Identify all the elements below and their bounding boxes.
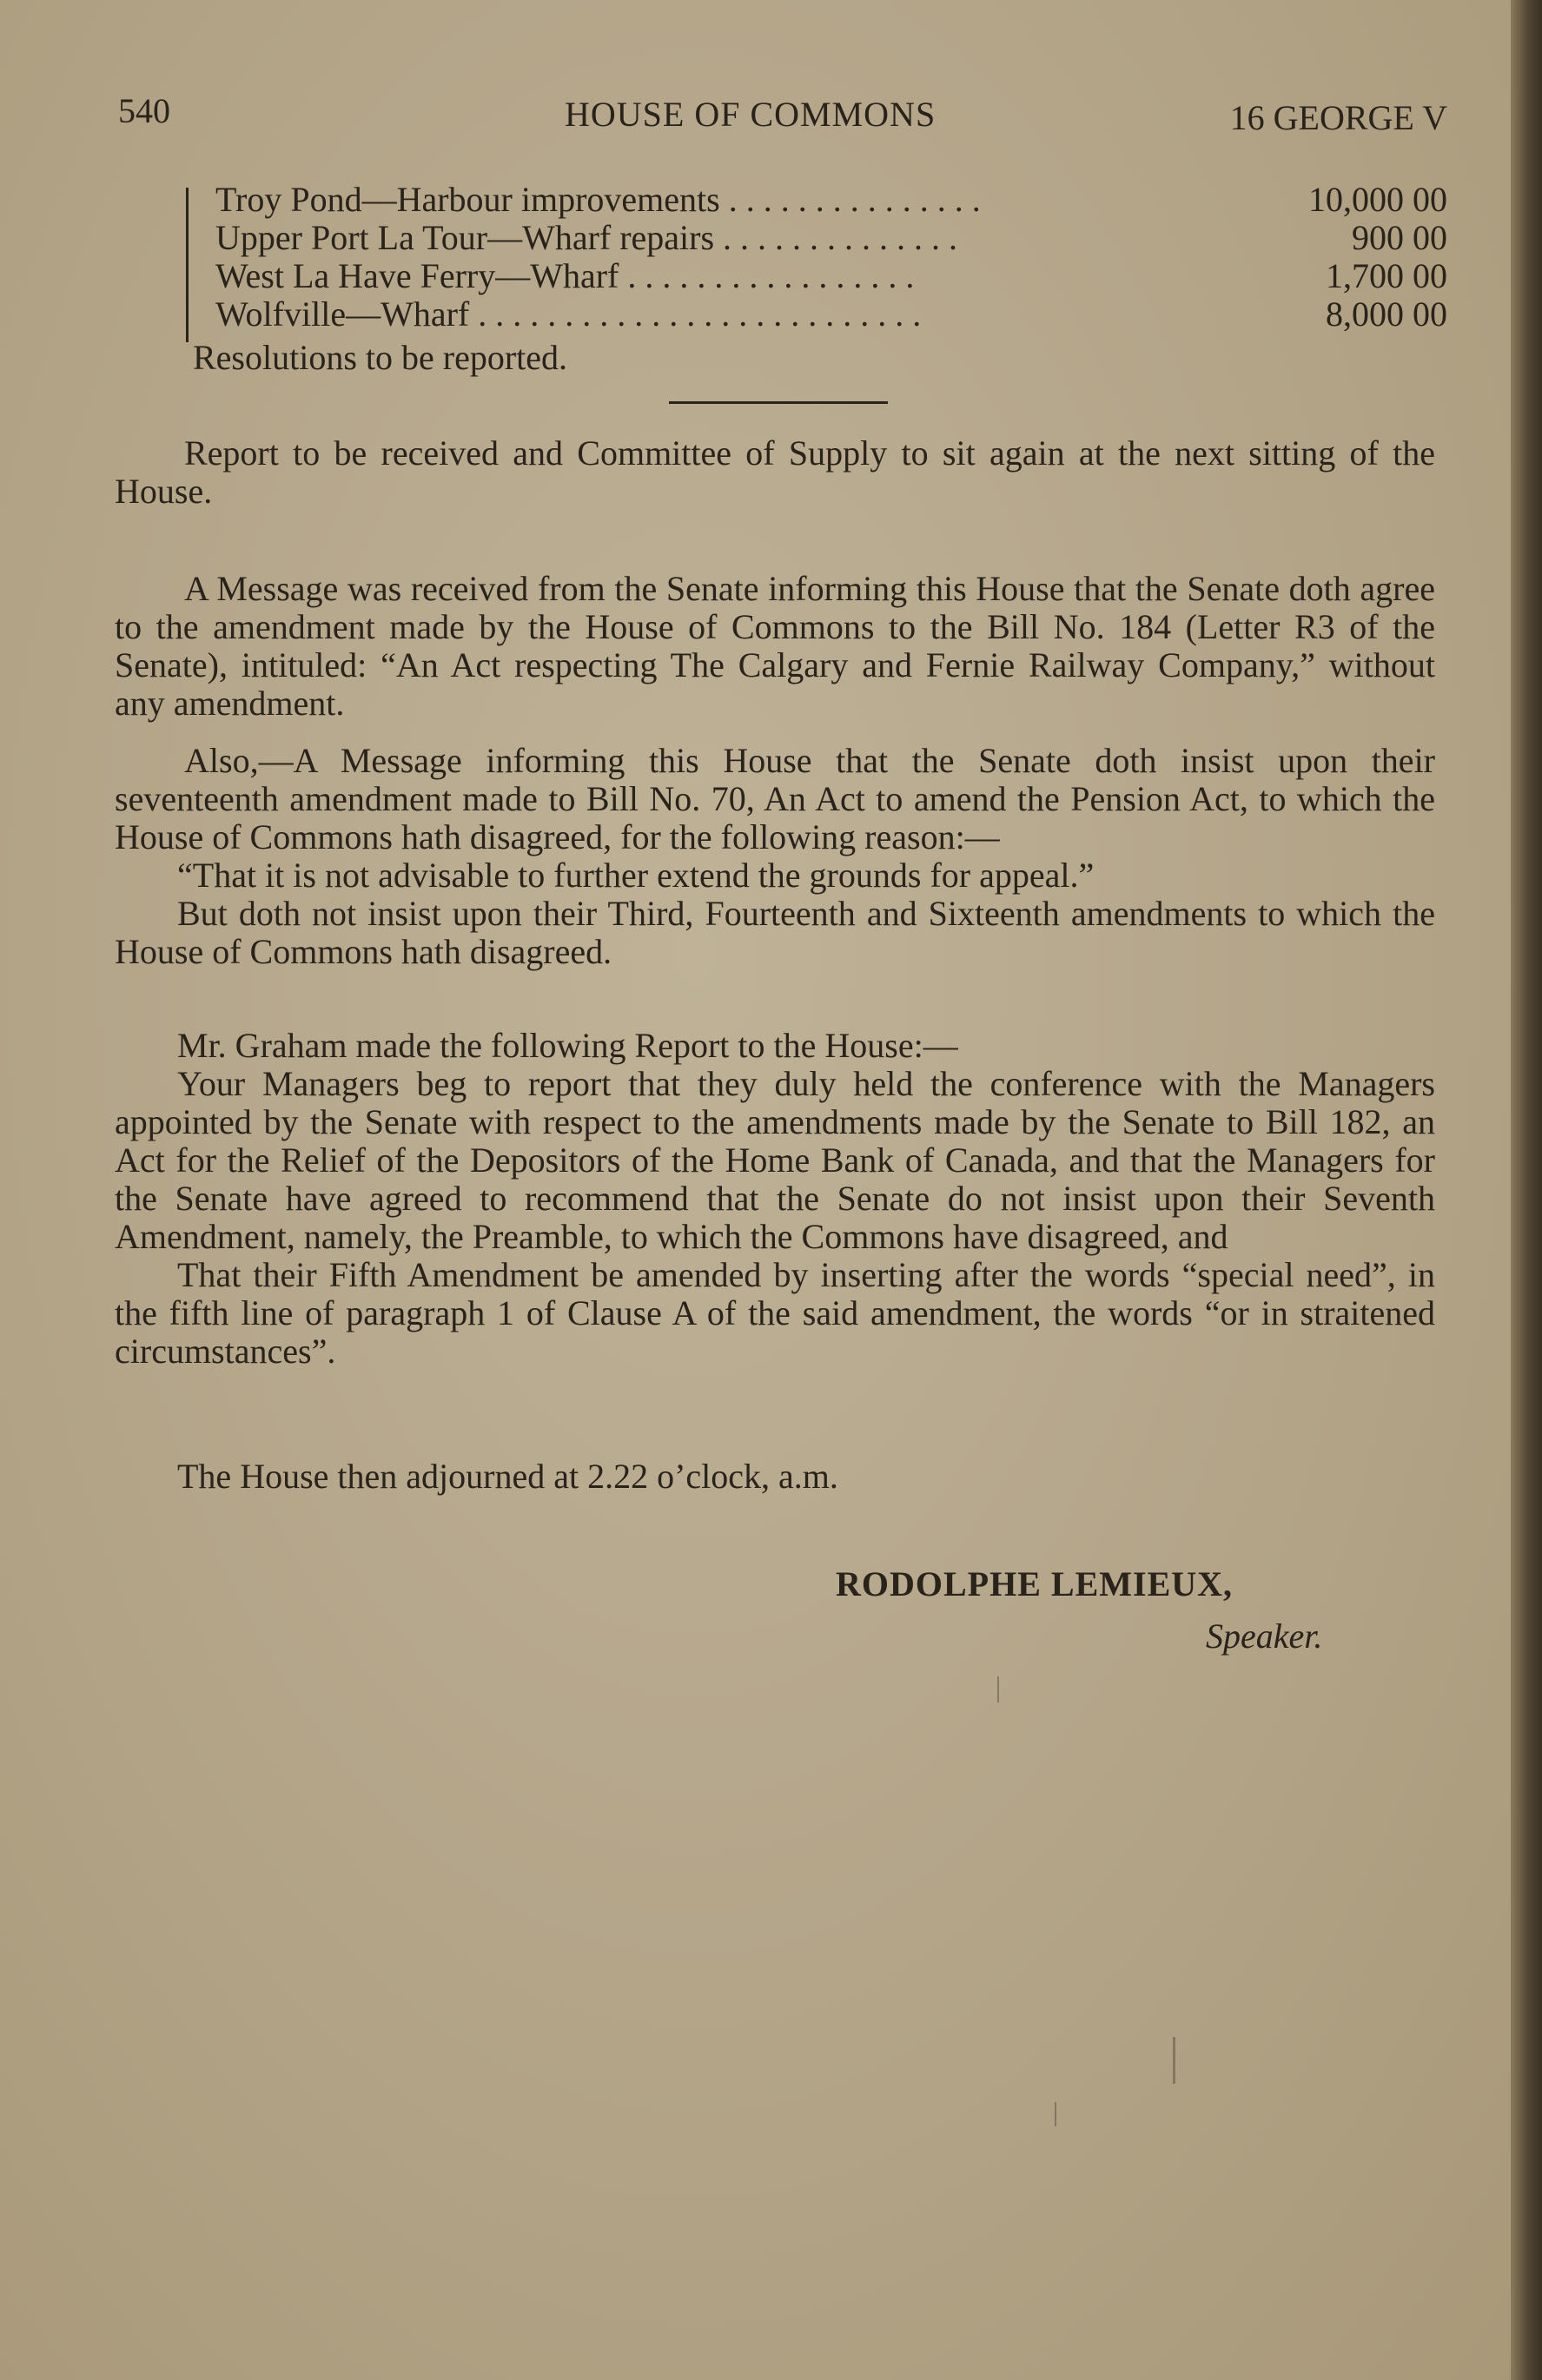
managers-report: Your Managers beg to report that they duly held the conference with the Managers appointed by the Senate with respect to the amendments made by the Senate to Bill 182, an Act for the Relief of the Depositors of the Home Bank of Canada, and that the Managers for the Senate have agreed to recommend that the Senate do not insist upon their Seventh Amendment, namely, the Preamble, to which the Commons have disagreed, and <box>115 1064 1435 1256</box>
fifth-amendment: That their Fifth Amendment be amended by inserting after the words “special need”, in the fifth line of paragraph 1 of Clause A of the said amendment, the words “or in straitened circumstances”. <box>115 1255 1435 1371</box>
signature-title: Speaker. <box>1206 1616 1323 1656</box>
estimate-row <box>196 181 1447 219</box>
paragraph-graham-report: Mr. Graham made the following Report to the House:— Your Managers beg to report that they duly held the conference with the Managers appointed by the Senate with respect to the amendments made by the Senate to Bill 182, an Act for the Relief of the Depositors of the Home Bank of Canada, and that the Managers for the Senate have agreed to recommend that the Senate do not insist upon their Seventh Amendment, namely, the Preamble, to which the Commons have disagreed, and That their Fifth Amendment be amended by inserting after the words “special need”, in the fifth line of paragraph 1 of Clause A of the said amendment, the words “or in straitened circumstances”. <box>115 1026 1435 1371</box>
estimate-row <box>196 295 1447 334</box>
paper-blemish <box>1173 2037 1175 2084</box>
reason-quote: “That it is not advisable to further extend the grounds for appeal.” <box>177 856 1095 895</box>
page-number: 540 <box>118 91 170 130</box>
paragraph-senate-message: A Message was received from the Senate informing this House that the Senate doth agree to the amendment made by the House of Commons to the Bill No. 184 (Letter R3 of the Senate), intituled: “An Act respecting The Calgary and Fernie Railway Company,” without any amendment. <box>115 569 1435 723</box>
estimate-row <box>196 219 1447 257</box>
estimate-item: West La Have Ferry—Wharf . . . . . . . . . . . . . . . . . <box>215 256 915 295</box>
estimate-amount: 1,700 00 <box>1326 256 1447 295</box>
page-header <box>118 90 1447 142</box>
paper-blemish <box>997 1676 999 1702</box>
paper-blemish <box>1055 2102 1056 2126</box>
estimates-brace <box>186 188 189 342</box>
estimate-row <box>196 257 1447 295</box>
paragraph-adjourned: The House then adjourned at 2.22 o’clock, a.m. <box>177 1457 838 1496</box>
regnal-year: 16 GEORGE V <box>1229 98 1447 137</box>
estimates-list <box>196 181 1447 334</box>
paragraph-also-message: Also,—A Message informing this House that the Senate doth insist upon their seventeenth amendment made to Bill No. 70, An Act to amend the Pension Act, to which the House of Commons hath disagreed, for the following reason:— “That it is not advisable to further extend the grounds for appeal.” But doth not insist upon their Third, Fourteenth and Sixteenth amendments to which the House of Commons hath disagreed. <box>115 741 1435 971</box>
but-not-insist: But doth not insist upon their Third, Fourteenth and Sixteenth amendments to which the House of Commons hath disagreed. <box>115 894 1435 971</box>
signature-name: RODOLPHE LEMIEUX, <box>836 1564 1234 1603</box>
estimate-item: Troy Pond—Harbour improvements . . . . . . . . . . . . . . . <box>215 180 981 219</box>
estimate-amount: 8,000 00 <box>1326 294 1447 334</box>
resolutions-note: Resolutions to be reported. <box>193 338 568 377</box>
estimate-amount: 10,000 00 <box>1308 180 1447 219</box>
estimate-item: Upper Port La Tour—Wharf repairs . . . . . . . . . . . . . . <box>215 218 958 257</box>
estimate-amount: 900 00 <box>1352 218 1447 257</box>
estimate-item: Wolfville—Wharf . . . . . . . . . . . . . . . . . . . . . . . . . . <box>215 294 922 334</box>
page-edge <box>1511 0 1542 2380</box>
section-rule <box>669 401 888 404</box>
paragraph-report-received: Report to be received and Committee of Supply to sit again at the next sitting of the House. <box>115 433 1435 511</box>
running-title: HOUSE OF COMMONS <box>565 95 936 134</box>
